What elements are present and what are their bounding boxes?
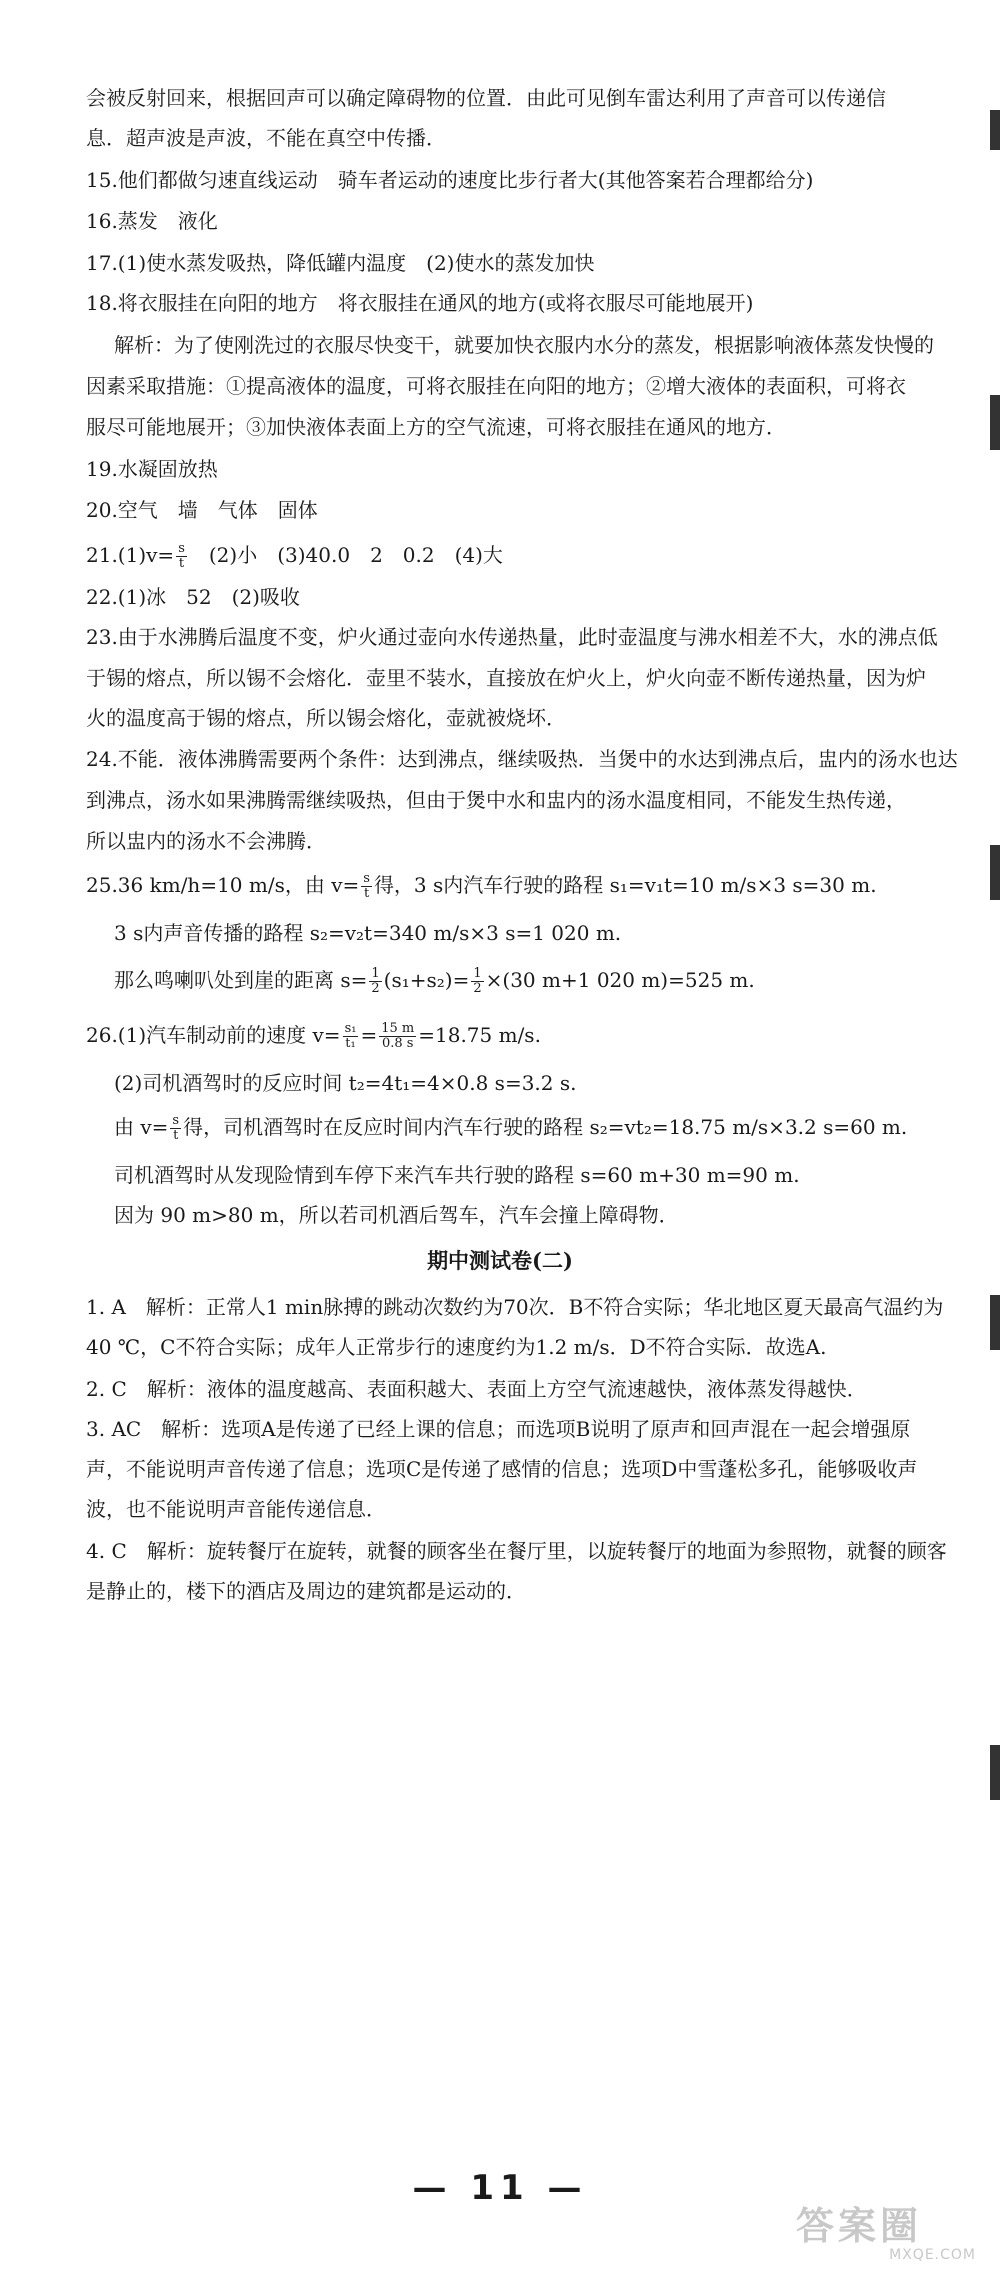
text-line: 因素采取措施：①提高液体的温度，可将衣服挂在向阳的地方；②增大液体的表面积，可将衣 bbox=[86, 374, 906, 398]
watermark-url: MXQE.COM bbox=[889, 2247, 976, 2263]
text-line: 服尽可能地展开；③加快液体表面上方的空气流速，可将衣服挂在通风的地方． bbox=[86, 415, 786, 439]
fraction-denominator: 2 bbox=[371, 981, 380, 996]
fraction bbox=[176, 542, 187, 571]
fraction bbox=[361, 872, 372, 901]
answer-22: 22.(1)冰 52 (2)吸收 bbox=[86, 585, 300, 609]
text-segment: 26.(1)汽车制动前的速度 v= bbox=[86, 1023, 341, 1047]
binding-edge-mark bbox=[990, 395, 1000, 450]
text-segment: 25.36 km/h=10 m/s，由 v= bbox=[86, 873, 360, 897]
text-line: 于锡的熔点，所以锡不会熔化．壶里不装水，直接放在炉火上，炉火向壶不断传递热量，因为炉 bbox=[86, 666, 926, 690]
text-segment: = bbox=[360, 1023, 378, 1047]
text-segment: 那么鸣喇叭处到崖的距离 s= bbox=[114, 968, 368, 992]
text-line: 因为 90 m>80 m，所以若司机酒后驾车，汽车会撞上障碍物． bbox=[114, 1203, 679, 1227]
fraction-numerator: s bbox=[178, 541, 185, 556]
text-line bbox=[114, 1112, 960, 1143]
fraction-numerator: 15 m bbox=[381, 1021, 415, 1036]
text-line: 会被反射回来，根据回声可以确定障碍物的位置．由此可见倒车雷达利用了声音可以传递信 bbox=[86, 86, 886, 110]
fraction-denominator: t bbox=[173, 1128, 179, 1143]
text-line: 3 s内声音传播的路程 s₂=v₂t=340 m/s×3 s=1 020 m. bbox=[114, 921, 622, 945]
text-line: 息．超声波是声波，不能在真空中传播． bbox=[86, 126, 446, 150]
fraction bbox=[170, 1114, 181, 1143]
fraction-numerator: s bbox=[172, 1113, 180, 1128]
fraction-denominator: t bbox=[178, 556, 185, 571]
answer-16: 16.蒸发 液化 bbox=[86, 209, 218, 233]
text-line: 到沸点，汤水如果沸腾需继续吸热，但由于煲中水和盅内的汤水温度相同，不能发生热传递， bbox=[86, 788, 906, 812]
fraction-denominator: 0.8 s bbox=[381, 1036, 414, 1051]
binding-edge-mark bbox=[990, 1295, 1000, 1350]
text-line: 所以盅内的汤水不会沸腾． bbox=[86, 829, 326, 853]
text-line: 声，不能说明声音传递了信息；选项C是传递了感情的信息；选项D中雪蓬松多孔，能够吸收声 bbox=[86, 1457, 918, 1481]
text-line: 火的温度高于锡的熔点，所以锡会熔化，壶就被烧坏． bbox=[86, 706, 566, 730]
page-number: — 11 — bbox=[412, 2168, 588, 2208]
text-line: (2)司机酒驾时的反应时间 t₂=4t₁=4×0.8 s=3.2 s. bbox=[114, 1071, 577, 1095]
answer-23: 23.由于水沸腾后温度不变，炉火通过壶向水传递热量，此时壶温度与沸水相差不大，水的沸点低 bbox=[86, 625, 938, 649]
section-heading: 期中测试卷(二) bbox=[427, 1248, 573, 1273]
fraction bbox=[379, 1022, 416, 1051]
answer-25 bbox=[86, 870, 960, 901]
fraction bbox=[343, 1022, 359, 1051]
text-line: 波，也不能说明声音能传递信息． bbox=[86, 1497, 386, 1521]
fraction bbox=[369, 967, 381, 996]
fraction-denominator: t₁ bbox=[345, 1036, 356, 1051]
text-segment: =18.75 m/s. bbox=[418, 1023, 541, 1047]
text-segment: (2)小 (3)40.0 2 0.2 (4)大 bbox=[188, 543, 503, 567]
fraction bbox=[471, 967, 483, 996]
answer-15: 15.他们都做匀速直线运动 骑车者运动的速度比步行者大(其他答案若合理都给分) bbox=[86, 168, 814, 192]
answer-4: 4. C 解析：旋转餐厅在旋转，就餐的顾客坐在餐厅里，以旋转餐厅的地面为参照物，就餐的顾客 bbox=[86, 1539, 947, 1563]
answer-21 bbox=[86, 540, 960, 571]
fraction-denominator: 2 bbox=[473, 981, 482, 996]
watermark-main: 答案圈 bbox=[796, 2204, 923, 2248]
answer-18: 18.将衣服挂在向阳的地方 将衣服挂在通风的地方(或将衣服尽可能地展开) bbox=[86, 291, 754, 315]
text-segment: ×(30 m+1 020 m)=525 m. bbox=[485, 968, 755, 992]
answer-19: 19.水凝固放热 bbox=[86, 457, 218, 481]
text-segment: (s₁+s₂)= bbox=[383, 968, 470, 992]
binding-edge-mark bbox=[990, 1745, 1000, 1800]
fraction-numerator: 1 bbox=[371, 966, 380, 981]
binding-edge-mark bbox=[990, 845, 1000, 900]
binding-edge-mark bbox=[990, 110, 1000, 150]
answer-26 bbox=[86, 1020, 960, 1051]
answer-3: 3. AC 解析：选项A是传递了已经上课的信息；而选项B说明了原声和回声混在一起会增强原 bbox=[86, 1417, 911, 1441]
analysis-line: 解析：为了使刚洗过的衣服尽快变干，就要加快衣服内水分的蒸发，根据影响液体蒸发快慢的 bbox=[114, 333, 934, 357]
text-segment: 得，3 s内汽车行驶的路程 s₁=v₁t=10 m/s×3 s=30 m. bbox=[373, 873, 877, 897]
answer-1: 1. A 解析：正常人1 min脉搏的跳动次数约为70次．B不符合实际；华北地区夏天最高气温约为 bbox=[86, 1295, 944, 1319]
fraction-numerator: s₁ bbox=[344, 1021, 357, 1036]
text-line: 司机酒驾时从发现险情到车停下来汽车共行驶的路程 s=60 m+30 m=90 m. bbox=[114, 1163, 800, 1187]
watermark-logo bbox=[796, 2205, 976, 2267]
fraction-denominator: t bbox=[363, 886, 370, 901]
text-line: 40 ℃，C不符合实际；成年人正常步行的速度约为1.2 m/s．D不符合实际．故选A. bbox=[86, 1335, 827, 1359]
answer-17: 17.(1)使水蒸发吸热，降低罐内温度 (2)使水的蒸发加快 bbox=[86, 251, 595, 275]
answer-24: 24.不能．液体沸腾需要两个条件：达到沸点，继续吸热．当煲中的水达到沸点后，盅内的汤水也达 bbox=[86, 747, 958, 771]
text-segment: 得，司机酒驾时在反应时间内汽车行驶的路程 s₂=vt₂=18.75 m/s×3.2 s=60 m. bbox=[183, 1115, 908, 1139]
text-segment: 由 v= bbox=[114, 1115, 169, 1139]
fraction-numerator: 1 bbox=[473, 966, 482, 981]
text-line: 是静止的，楼下的酒店及周边的建筑都是运动的． bbox=[86, 1579, 526, 1603]
text-line bbox=[114, 965, 960, 996]
fraction-numerator: s bbox=[363, 871, 370, 886]
answer-20: 20.空气 墙 气体 固体 bbox=[86, 498, 318, 522]
text-segment: 21.(1)v= bbox=[86, 543, 175, 567]
answer-2: 2. C 解析：液体的温度越高、表面积越大、表面上方空气流速越快，液体蒸发得越快． bbox=[86, 1377, 867, 1401]
